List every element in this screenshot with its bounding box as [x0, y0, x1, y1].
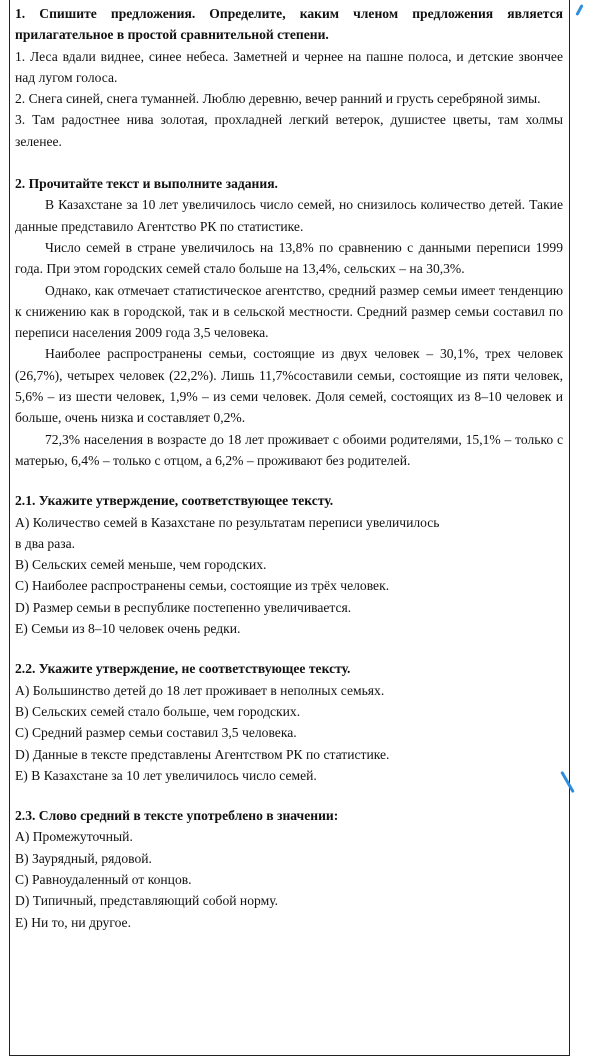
answer-option: C) Наиболее распространены семьи, состоящие из трёх человек. [15, 578, 390, 594]
answer-option: B) Сельских семей стало больше, чем городских. [15, 703, 301, 719]
text-paragraph: Число семей в стране увеличилось на 13,8% по сравнению с данными переписи 1999 года. При этом городских семей стало больше на 13,4%, сельских – на 30,3%. [15, 239, 563, 277]
answer-option: C) Равноудаленный от концов. [15, 871, 192, 887]
answer-option: A) Большинство детей до 18 лет проживает в неполных семьях. [15, 682, 385, 698]
spacer [15, 639, 563, 658]
task-1 [15, 3, 563, 152]
answer-option: B) Заурядный, рядовой. [15, 850, 152, 866]
question-2-1 [15, 490, 563, 639]
worksheet-content [15, 3, 563, 933]
answer-option: A) Промежуточный. [15, 829, 133, 845]
question-title: 2.1. Укажите утверждение, соответствующее тексту. [15, 493, 334, 509]
task-2 [15, 173, 563, 471]
answer-option: A) Количество семей в Казахстане по результатам переписи увеличилось [15, 514, 440, 530]
pen-mark-top [575, 4, 583, 16]
question-2-2 [15, 658, 563, 786]
answer-option: в два раза. [15, 535, 76, 551]
task-1-sentence: 1. Леса вдали виднее, синее небеса. Заметней и чернее на пашне полоса, и детские звончее над лугом голоса. [15, 48, 563, 85]
answer-option: B) Сельских семей меньше, чем городских. [15, 557, 267, 573]
answer-option: D) Типичный, представляющий собой норму. [15, 893, 279, 909]
answer-option: E) Ни то, ни другое. [15, 914, 131, 930]
task-1-sentence: 2. Снега синей, снега туманней. Люблю деревню, вечер ранний и грусть серебряной зимы. [15, 91, 541, 107]
answer-option: E) Семьи из 8–10 человек очень редки. [15, 621, 241, 637]
answer-option: D) Размер семьи в республике постепенно увеличивается. [15, 599, 352, 615]
task-1-title: 1. Спишите предложения. Определите, каким членом предложения является прилагательное в простой сравнительной степени. [15, 6, 563, 43]
task-1-sentence: 3. Там радостнее нива золотая, прохладней легкий ветерок, душистее цветы, там холмы зеленее. [15, 112, 563, 149]
spacer [15, 786, 563, 805]
task-2-title: 2. Прочитайте текст и выполните задания. [15, 176, 278, 192]
spacer [15, 152, 563, 173]
question-2-3 [15, 805, 563, 933]
answer-option: C) Средний размер семьи составил 3,5 человека. [15, 725, 297, 741]
answer-option: D) Данные в тексте представлены Агентством РК по статистике. [15, 746, 390, 762]
question-title: 2.3. Слово средний в тексте употреблено в значении: [15, 808, 339, 824]
text-paragraph: 72,3% населения в возрасте до 18 лет проживает с обоими родителями, 15,1% – только с матерью, 6,4% – только с отцом, а 6,2% – проживают без родителей. [15, 431, 563, 468]
spacer [15, 471, 563, 490]
text-paragraph: Наиболее распространены семьи, состоящие из двух человек – 30,1%, трех человек (26,7%), четырех человек (22,2%). Лишь 11,7%составили семьи, состоящие из пяти человек, 5,6% – из шести человек, 1,9% – из семи человек. Доля семей, состоящих из 8–10 человек и больше, очень низка и составляет 0,2%. [15, 346, 563, 426]
text-paragraph: В Казахстане за 10 лет увеличилось число семей, но снизилось количество детей. Такие данные представило Агентство РК по статистике. [15, 197, 563, 234]
text-paragraph: Однако, как отмечает статистическое агентство, средний размер семьи имеет тенденцию к снижению как в городской, так и в сельской местности. Средний размер семьи составил по переписи населения 2009 года 3,5 человека. [15, 282, 563, 341]
question-title: 2.2. Укажите утверждение, не соответствующее тексту. [15, 661, 351, 677]
answer-option: E) В Казахстане за 10 лет увеличилось число семей. [15, 767, 317, 783]
